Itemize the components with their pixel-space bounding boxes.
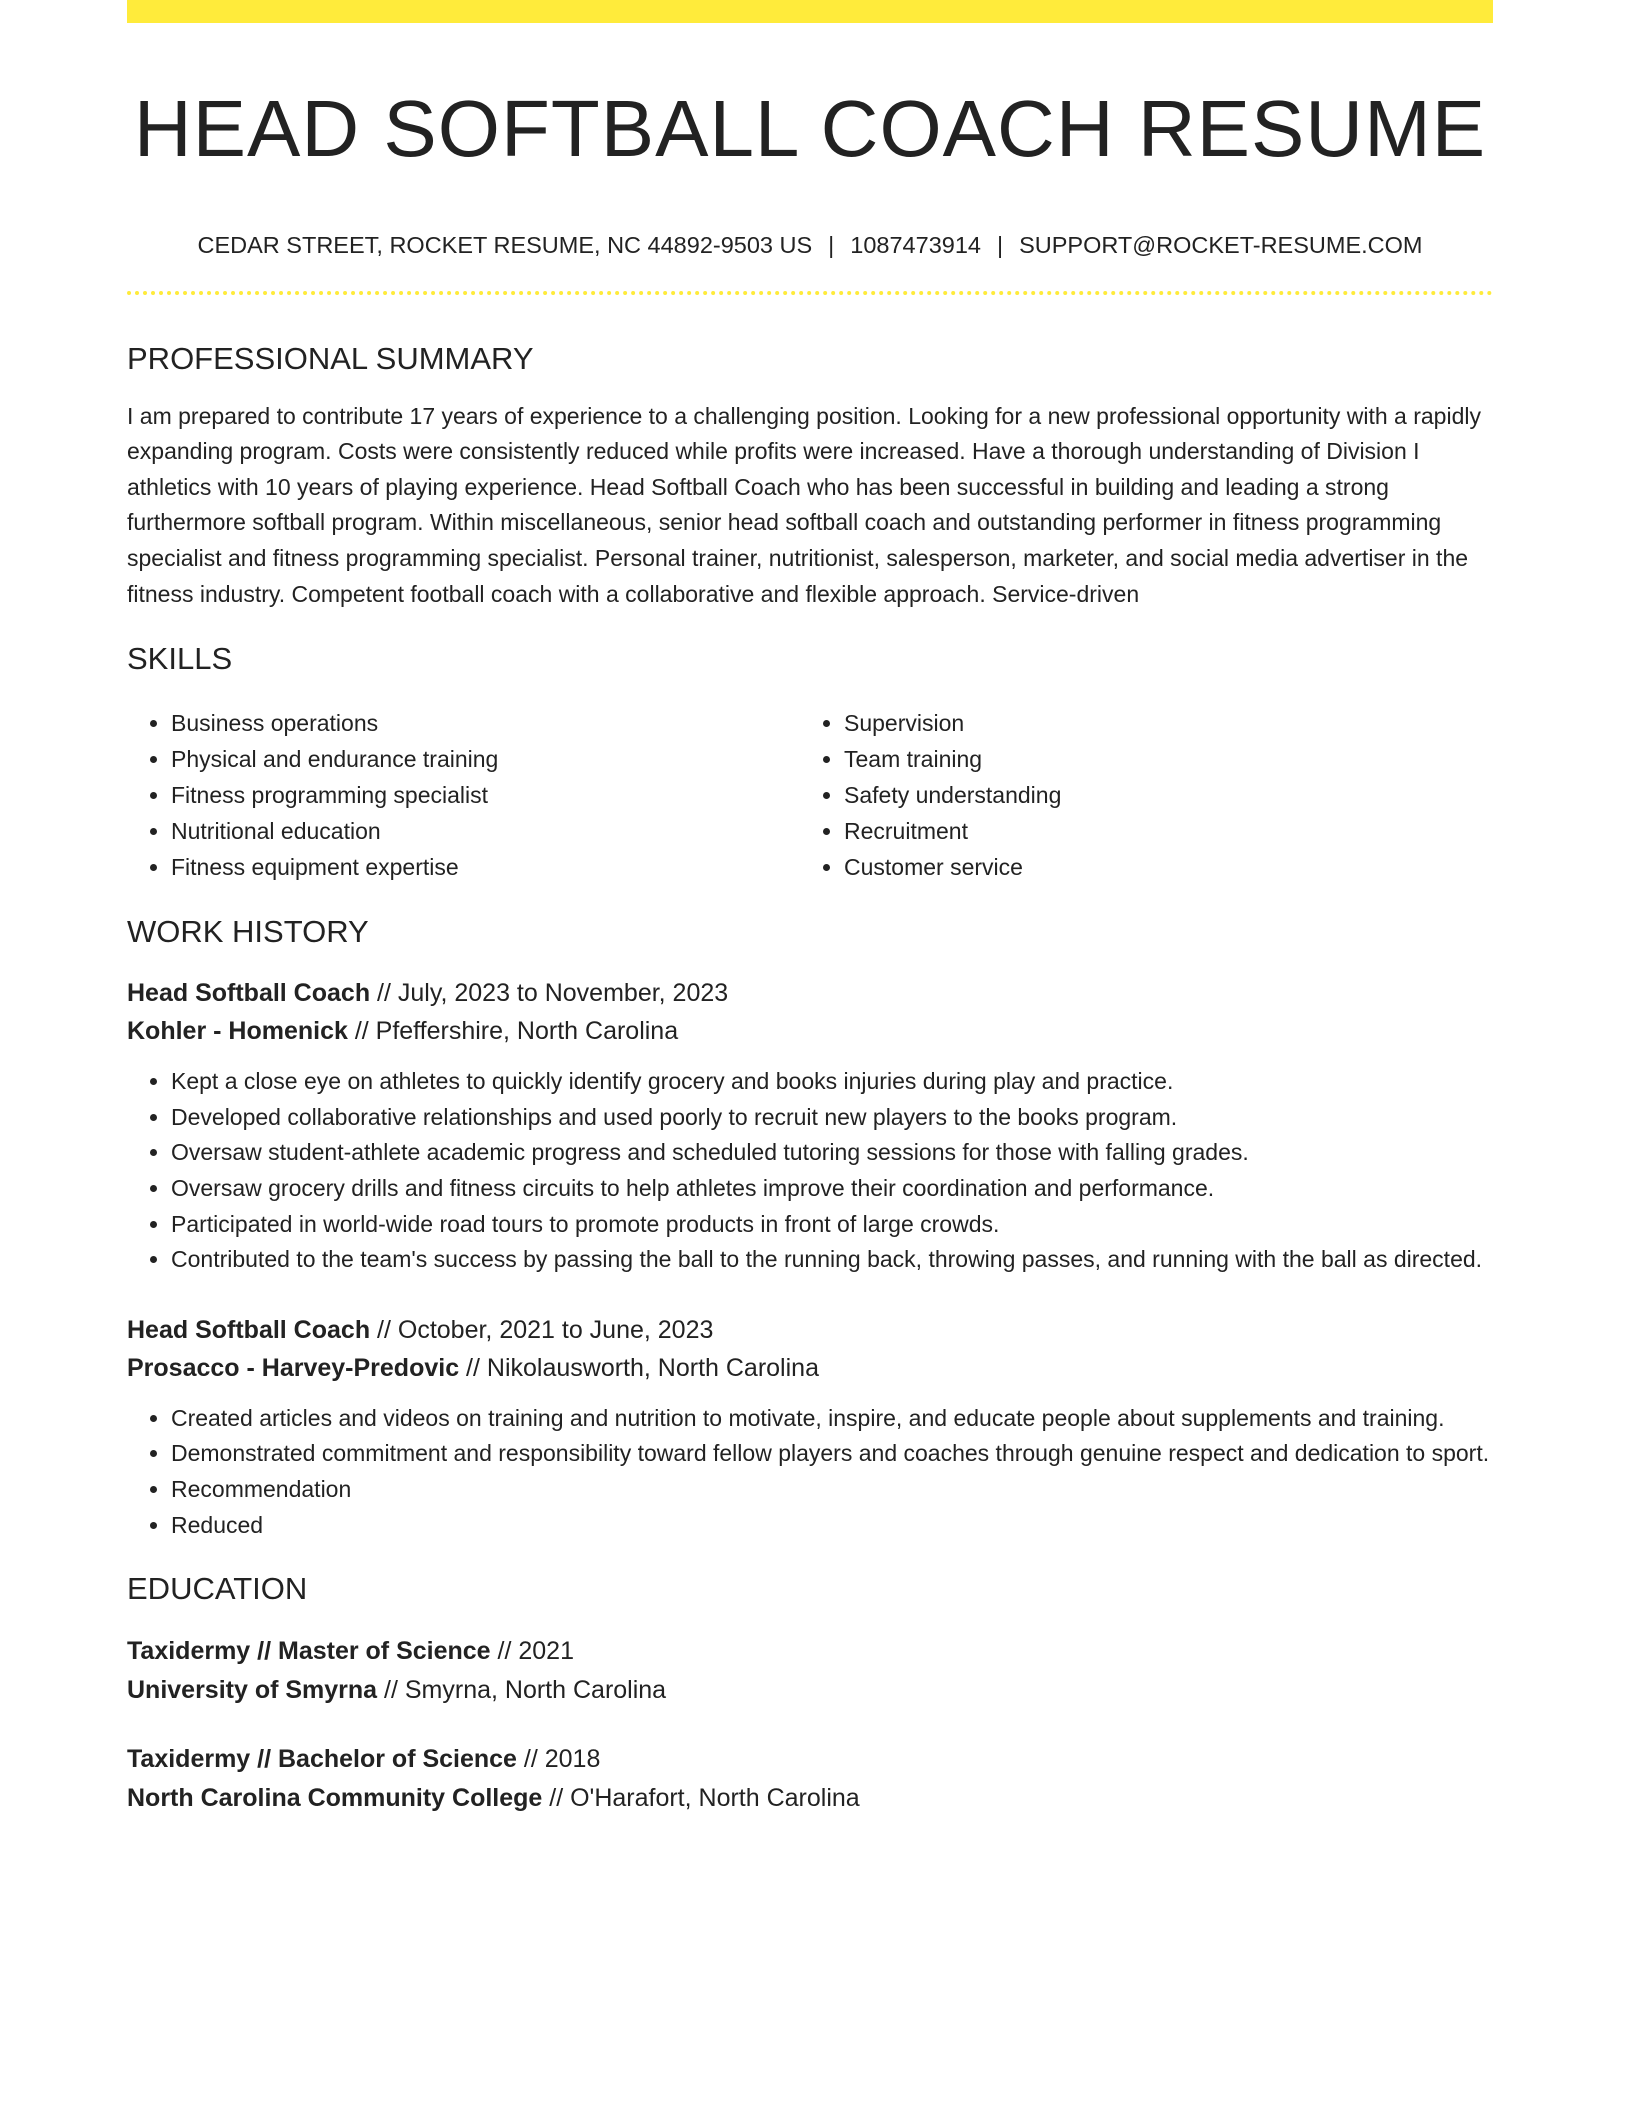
contact-address: CEDAR STREET, ROCKET RESUME, NC 44892-9503 US xyxy=(197,231,813,258)
job-location: // Nikolausworth, North Carolina xyxy=(459,1353,819,1382)
skills-list-right xyxy=(800,705,1473,885)
job-company-line xyxy=(127,1012,1493,1050)
education-degree-line xyxy=(127,1632,1493,1671)
job-bullet: • Demonstrated commitment and responsibility toward fellow players and coaches through genuine respect and dedication to sport. xyxy=(171,1436,1493,1472)
job-dates: // July, 2023 to November, 2023 xyxy=(370,979,729,1008)
job-bullet-list xyxy=(127,1064,1493,1278)
education-degree-line xyxy=(127,1740,1493,1779)
job-role: Head Softball Coach xyxy=(127,979,371,1008)
job-bullet-list xyxy=(127,1401,1493,1543)
contact-line xyxy=(127,231,1493,259)
job-bullet: • Kept a close eye on athletes to quickly identify grocery and books injuries during play and practice. xyxy=(171,1064,1493,1100)
skill-item: • Recruitment xyxy=(844,813,1473,849)
education-heading: EDUCATION xyxy=(127,1571,308,1607)
education-school-line xyxy=(127,1671,1493,1710)
education-school: North Carolina Community College xyxy=(127,1784,543,1813)
skill-item: • Safety understanding xyxy=(844,777,1473,813)
education-location: // O'Harafort, North Carolina xyxy=(542,1784,860,1813)
skill-item: • Fitness equipment expertise xyxy=(171,849,800,885)
job-bullet: • Oversaw grocery drills and fitness circuits to help athletes improve their coordination and performance. xyxy=(171,1171,1493,1207)
job-bullet: • Contributed to the team's success by passing the ball to the running back, throwing passes, and running with the ball as directed. xyxy=(171,1242,1493,1278)
job-bullet: • Recommendation xyxy=(171,1472,1493,1508)
resume-page xyxy=(127,0,1493,1818)
education-year: // 2021 xyxy=(490,1637,574,1666)
job-location: // Pfeffershire, North Carolina xyxy=(347,1017,679,1046)
skills-heading: SKILLS xyxy=(127,641,233,677)
job-role-line xyxy=(127,1311,1493,1349)
education-degree: Taxidermy // Master of Science xyxy=(127,1637,491,1666)
job-company: Kohler - Homenick xyxy=(127,1017,348,1046)
skill-item: • Business operations xyxy=(171,705,800,741)
skill-item: • Nutritional education xyxy=(171,813,800,849)
contact-phone: 1087473914 xyxy=(850,231,981,258)
contact-email: SUPPORT@ROCKET-RESUME.COM xyxy=(1019,231,1423,258)
education-degree: Taxidermy // Bachelor of Science xyxy=(127,1745,517,1774)
education-year: // 2018 xyxy=(516,1745,601,1774)
education-entry xyxy=(127,1632,1493,1710)
job-bullet: • Participated in world-wide road tours to promote products in front of large crowds. xyxy=(171,1207,1493,1243)
job-company-line xyxy=(127,1349,1493,1387)
job-entry xyxy=(127,1311,1493,1543)
skill-item: • Supervision xyxy=(844,705,1473,741)
job-company: Prosacco - Harvey-Predovic xyxy=(127,1353,460,1382)
education-location: // Smyrna, North Carolina xyxy=(377,1676,667,1705)
job-role-line xyxy=(127,974,1493,1012)
skills-grid xyxy=(127,705,1493,885)
contact-separator: | xyxy=(996,231,1004,258)
education-entry xyxy=(127,1740,1493,1818)
work-history-heading: WORK HISTORY xyxy=(127,914,369,950)
job-role: Head Softball Coach xyxy=(127,1315,371,1344)
skill-item: • Team training xyxy=(844,741,1473,777)
education-school-line xyxy=(127,1779,1493,1818)
summary-heading: PROFESSIONAL SUMMARY xyxy=(127,340,534,376)
job-bullet: • Developed collaborative relationships and used poorly to recruit new players to the books program. xyxy=(171,1100,1493,1136)
education-school: University of Smyrna xyxy=(127,1676,378,1705)
skills-list-left xyxy=(127,705,800,885)
resume-title: HEAD SOFTBALL COACH RESUME xyxy=(133,84,1487,173)
top-accent-bar xyxy=(127,0,1493,23)
dotted-divider xyxy=(127,291,1493,295)
contact-separator: | xyxy=(828,231,835,258)
skill-item: • Customer service xyxy=(844,849,1473,885)
job-dates: // October, 2021 to June, 2023 xyxy=(370,1315,714,1344)
skill-item: • Fitness programming specialist xyxy=(171,777,800,813)
job-entry xyxy=(127,974,1493,1278)
job-bullet: • Created articles and videos on training and nutrition to motivate, inspire, and educate people about supplements and training. xyxy=(171,1401,1493,1437)
job-bullet: • Oversaw student-athlete academic progress and scheduled tutoring sessions for those with falling grades. xyxy=(171,1135,1493,1171)
skill-item: • Physical and endurance training xyxy=(171,741,800,777)
job-bullet: • Reduced xyxy=(171,1508,1493,1544)
summary-text: I am prepared to contribute 17 years of experience to a challenging position. Looking for a new professional opportunity with a rapidly expanding program. Costs were consistently reduced while profits were increased. Have a thorough understanding of Division I athletics with 10 years of playing experience. Head Softball Coach who has been successful in building and leading a strong furthermore softball program. Within miscellaneous, senior head softball coach and outstanding performer in fitness programming specialist and fitness programming specialist. Personal trainer, nutritionist, salesperson, marketer, and social media advertiser in the fitness industry. Competent football coach with a collaborative and flexible approach. Service-driven xyxy=(127,402,1481,607)
